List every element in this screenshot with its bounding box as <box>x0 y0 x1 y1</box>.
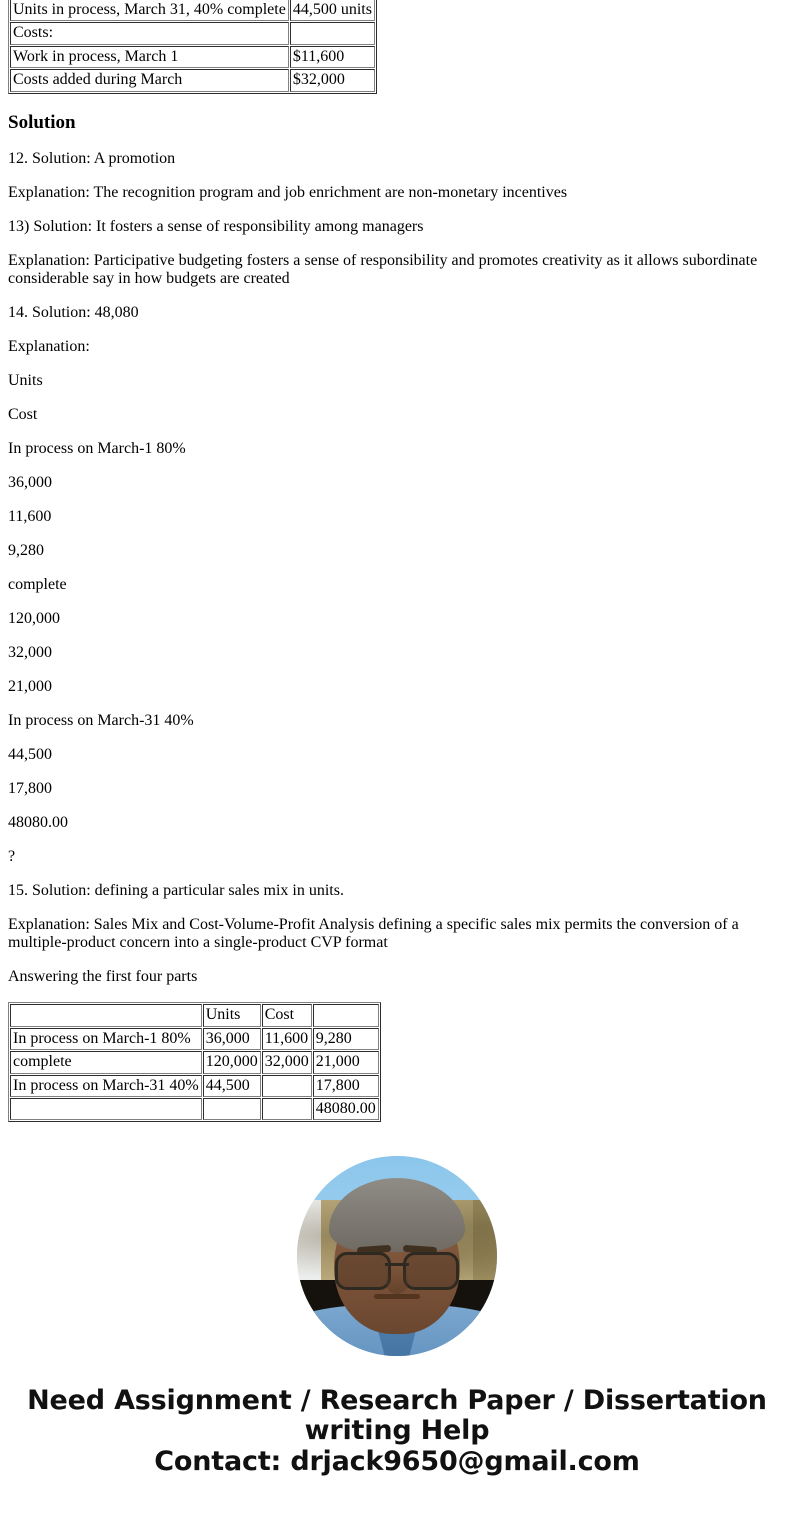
promo-contact: Contact: drjack9650@gmail.com <box>154 1446 640 1478</box>
table-cell-empty <box>313 1004 379 1026</box>
body-paragraph: 17,800 <box>8 780 52 798</box>
body-paragraph: 14. Solution: 48,080 <box>8 304 139 322</box>
table-cell: 11,600 <box>262 1028 312 1050</box>
body-paragraph: 13) Solution: It fosters a sense of responsibility among managers <box>8 218 424 236</box>
table-cell: 17,800 <box>313 1075 379 1097</box>
table-cell: In process on March-1 80% <box>10 1028 202 1050</box>
table-row <box>10 1075 379 1097</box>
page-title: Solution <box>8 111 76 133</box>
body-paragraph: complete <box>8 576 67 594</box>
table-row <box>10 1028 379 1050</box>
table-row <box>10 1004 379 1026</box>
body-paragraph: Units <box>8 372 43 390</box>
table-cell: $32,000 <box>290 69 375 91</box>
table-cell-empty <box>10 1098 202 1120</box>
table-row <box>10 1051 379 1073</box>
table-cell: 120,000 <box>203 1051 261 1073</box>
body-paragraph: 44,500 <box>8 746 52 764</box>
table-cell: 48080.00 <box>313 1098 379 1120</box>
body-paragraph: 15. Solution: defining a particular sales mix in units. <box>8 882 344 900</box>
body-paragraph: 48080.00 <box>8 814 68 832</box>
table-cell: $11,600 <box>290 46 375 68</box>
body-paragraph: 32,000 <box>8 644 52 662</box>
body-paragraph: 9,280 <box>8 542 44 560</box>
table-cell: In process on March-31 40% <box>10 1075 202 1097</box>
table-cell: Units in process, March 31, 40% complete <box>10 0 289 21</box>
table-cell-empty <box>10 1004 202 1026</box>
photo-lens-left <box>335 1252 391 1290</box>
promo-block <box>0 1386 794 1478</box>
table-one-body <box>10 0 375 92</box>
table-cell: 21,000 <box>313 1051 379 1073</box>
body-paragraph: Answering the first four parts <box>8 968 198 986</box>
body-paragraph: 21,000 <box>8 678 52 696</box>
table-two-body <box>10 1004 379 1120</box>
table-row <box>10 22 375 44</box>
photo-lens-right <box>403 1252 459 1290</box>
table-cell-empty <box>262 1075 312 1097</box>
body-paragraph: 120,000 <box>8 610 60 628</box>
avatar <box>297 1156 497 1356</box>
table-cell: Cost <box>262 1004 312 1026</box>
table-cell: 44,500 <box>203 1075 261 1097</box>
body-paragraph: Cost <box>8 406 38 424</box>
table-cell: 44,500 units <box>290 0 375 21</box>
body-paragraph: Explanation: Sales Mix and Cost-Volume-Profit Analysis defining a specific sales mix permits the conversion of a multiple-product concern into a single-product CVP format <box>8 916 739 952</box>
table-row <box>10 69 375 91</box>
table-cell: Units <box>203 1004 261 1026</box>
promo-headline: Need Assignment / Research Paper / Dissertation writing Help <box>27 1385 767 1447</box>
table-row <box>10 46 375 68</box>
table-cell: complete <box>10 1051 202 1073</box>
body-paragraph: ? <box>8 848 16 866</box>
body-paragraph: 36,000 <box>8 474 52 492</box>
table-cell-empty <box>203 1098 261 1120</box>
table-cell: 9,280 <box>313 1028 379 1050</box>
units-cost-table <box>8 1002 381 1122</box>
table-one-container <box>0 0 794 94</box>
table-cell: 36,000 <box>203 1028 261 1050</box>
body-paragraph: In process on March-1 80% <box>8 440 186 458</box>
body-paragraph: Explanation: <box>8 338 90 356</box>
table-cell: Work in process, March 1 <box>10 46 289 68</box>
photo-mouth <box>374 1294 420 1299</box>
body-paragraph: 11,600 <box>8 508 52 526</box>
costs-summary-table <box>8 0 377 94</box>
body-paragraph: In process on March-31 40% <box>8 712 194 730</box>
table-cell: Costs: <box>10 22 289 44</box>
table-cell: 32,000 <box>262 1051 312 1073</box>
table-cell-empty <box>290 22 375 44</box>
table-two-container <box>0 1002 794 1122</box>
profile-photo-block <box>0 1156 794 1356</box>
body-paragraph: Explanation: Participative budgeting fosters a sense of responsibility and promotes creativity as it allows subordinate considerable say in how budgets are created <box>8 252 758 288</box>
table-cell-empty <box>262 1098 312 1120</box>
body-paragraph: 12. Solution: A promotion <box>8 150 176 168</box>
table-cell: Costs added during March <box>10 69 289 91</box>
photo-nose <box>386 1268 408 1294</box>
table-row <box>10 1098 379 1120</box>
body-paragraph: Explanation: The recognition program and job enrichment are non-monetary incentives <box>8 184 568 202</box>
table-row <box>10 0 375 21</box>
body-content <box>0 150 794 986</box>
